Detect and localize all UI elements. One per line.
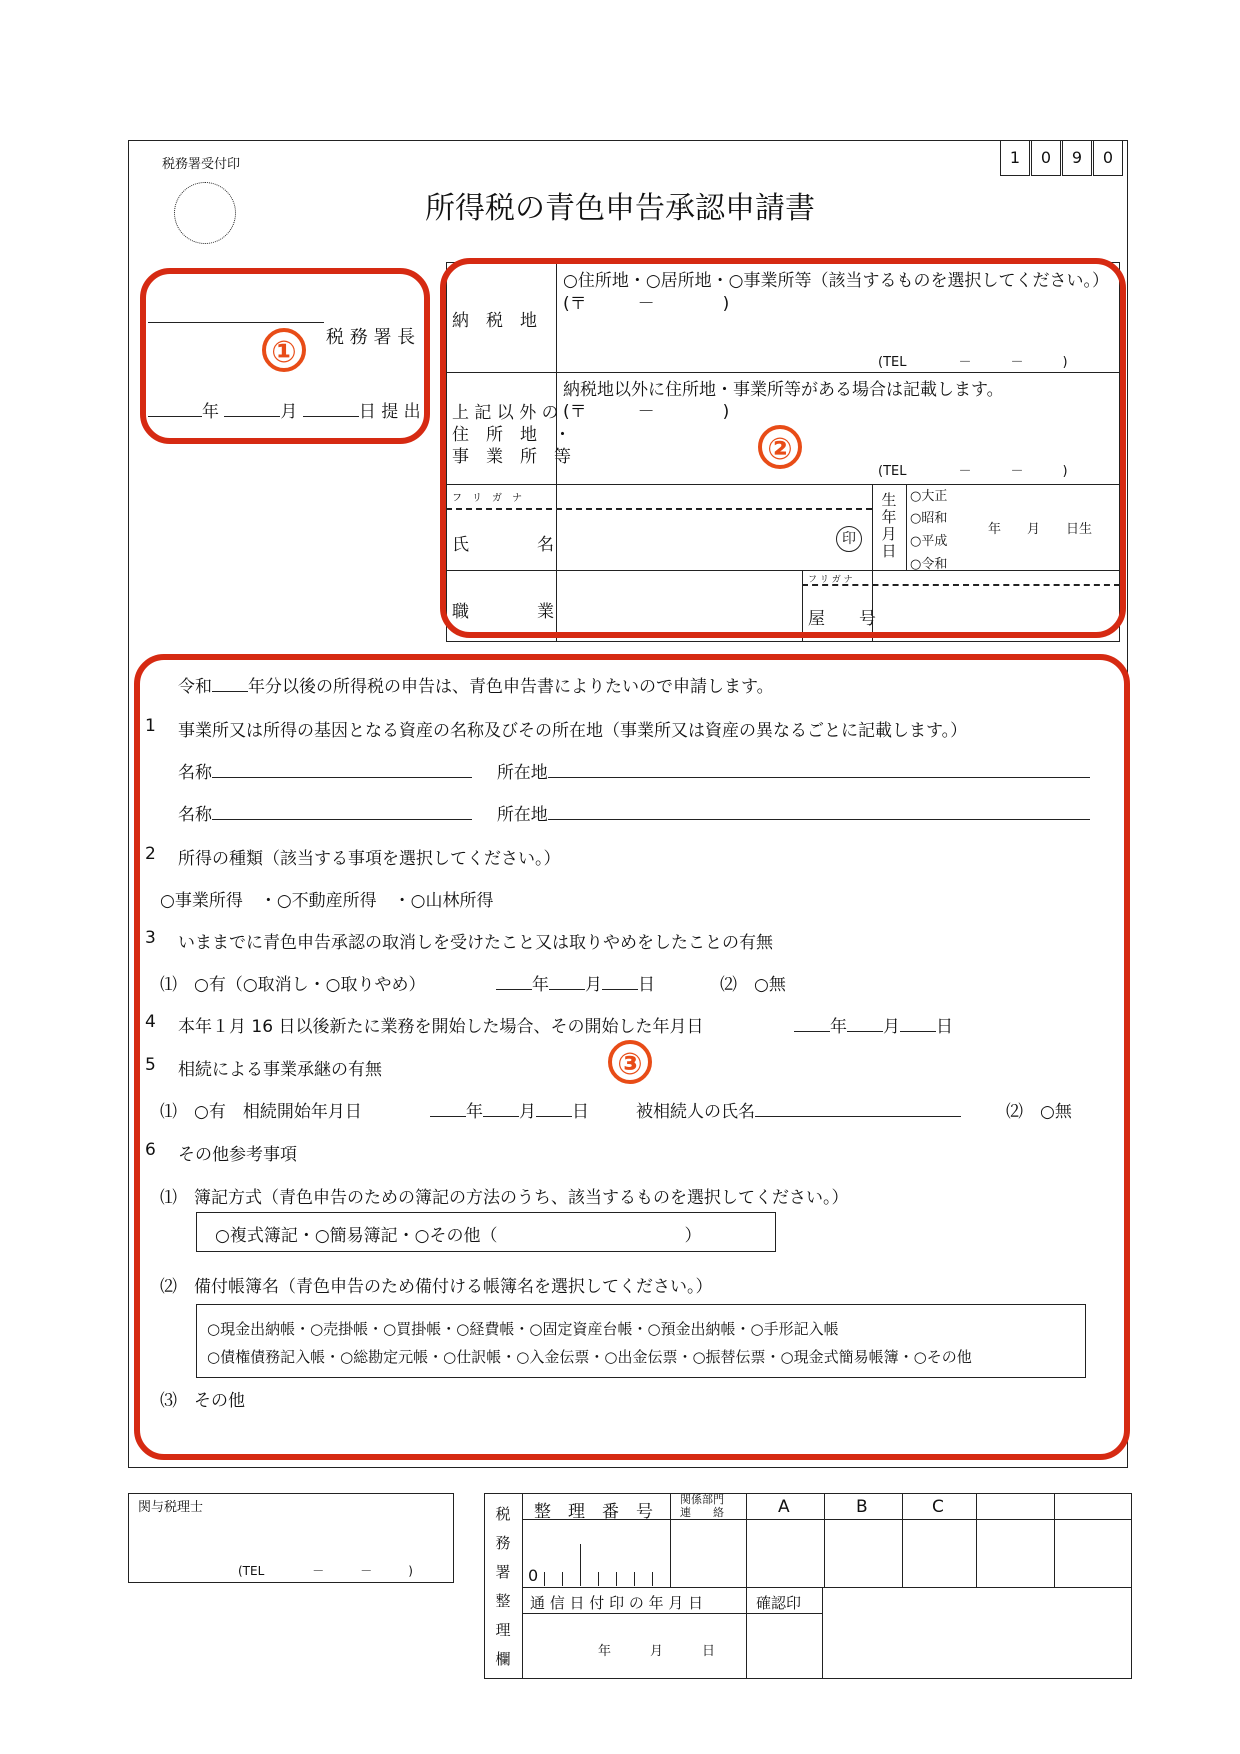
zero-digit: 0 [528,1566,539,1585]
birth-label: 生年月日 [881,491,897,560]
other-label-1: 上 記 以 外 の [452,403,559,423]
marker-2: ② [758,425,802,469]
side-char: 理 [495,1621,511,1639]
q4-day: 日 [936,1017,953,1037]
other-label-3: 事 業 所 等 [452,447,571,467]
q2-text: 所得の種類（該当する事項を選択してください。） [178,849,561,869]
marker-3: ③ [608,1040,652,1084]
ledger-line-1[interactable]: ○現金出納帳・○売掛帳・○買掛帳・○経費帳・○固定資産台帳・○預金出納帳・○手形記入帳 [207,1320,839,1338]
q3-day: 日 [638,975,655,995]
kankei-line-2: 連 絡 [680,1506,724,1519]
job-label: 職 業 [452,602,554,622]
location-label-1: 所在地 [496,763,548,783]
bookkeeping-box[interactable]: ○複式簿記・○簡易簿記・○その他（ ） [196,1212,776,1252]
year-label: 年 [202,402,219,422]
col-b: B [856,1497,868,1517]
birth-date[interactable]: 年 月 日生 [988,522,1093,537]
q4-year: 年 [830,1017,847,1037]
taxplace-tel[interactable]: (TEL － － ) [878,355,1068,370]
name-label: 氏 名 [452,535,554,555]
other-label-2: 住 所 地 ・ [452,425,571,445]
other-tel[interactable]: (TEL － － ) [878,464,1068,479]
other-postal[interactable]: (〒 － ) [563,402,730,422]
q5-text: 相続による事業承継の有無 [178,1060,382,1080]
col-a: A [778,1497,790,1517]
q5-month: 月 [519,1102,536,1122]
name-label-2: 名称 [178,805,212,825]
tsushin-header: 通 信 日 付 印 の 年 月 日 [530,1594,704,1612]
q5-option-2[interactable]: ⑵ ○無 [1006,1102,1072,1122]
accountant-tel[interactable]: (TEL － － ) [238,1564,413,1578]
q3-month: 月 [585,975,602,995]
q5-option-1[interactable]: ⑴ ○有 相続開始年月日 [160,1102,362,1122]
other-note: 納税地以外に住所地・事業所等がある場合は記載します。 [563,380,1004,400]
side-char: 署 [495,1563,511,1581]
q5-day: 日 [572,1102,589,1122]
taxplace-choice[interactable]: ○住所地・○居所地・○事業所等（該当するものを選択してください。） [563,271,1109,291]
page-title: 所得税の青色申告承認申請書 [425,191,815,226]
stamp-label: 税務署受付印 [162,157,241,172]
era-showa[interactable]: ○昭和 [910,511,948,526]
side-char: 欄 [495,1650,511,1668]
q1-text: 事業所又は所得の基因となる資産の名称及びその所在地（事業所又は資産の異なるごとに記載します。） [178,721,968,741]
shop-label: 屋 号 [808,609,876,629]
intro-prefix: 令和 [178,677,212,697]
ledger-line-2[interactable]: ○債権債務記入帳・○総勘定元帳・○仕訳帳・○入金伝票・○出金伝票・○振替伝票・○現金式簡易帳簿・○その他 [207,1348,972,1366]
form-code-digit: 0 [1093,140,1123,176]
marker-1: ① [262,328,306,372]
q3-number: 3 [145,928,156,948]
q3-option-2[interactable]: ⑵ ○無 [720,975,786,995]
office-date: 年 月 日 [598,1644,716,1659]
name-furigana-label: フ リ ガ ナ [452,493,522,504]
col-c: C [932,1497,944,1517]
form-code-digit: 9 [1062,140,1092,176]
form-code-digit: 0 [1031,140,1061,176]
q3-option-1[interactable]: ⑴ ○有（○取消し・○取りやめ） [160,975,426,995]
day-label: 日 提 出 [358,402,421,422]
q2-options[interactable]: ○事業所得 ・○不動産所得 ・○山林所得 [160,891,494,911]
kankei-header [680,1493,724,1519]
kankei-line-1: 関係部門 [680,1493,724,1506]
q6-text: その他参考事項 [178,1145,297,1165]
office-side-label [494,1500,512,1674]
taxplace-postal[interactable]: (〒 － ) [563,294,730,314]
location-label-2: 所在地 [496,805,548,825]
shop-furigana: フ リ ガ ナ [808,575,853,585]
q6-1-text: ⑴ 簿記方式（青色申告のための簿記の方法のうち、該当するものを選択してください。） [160,1188,849,1208]
q2-number: 2 [145,844,156,864]
accountant-label: 関与税理士 [138,1500,204,1515]
month-label: 月 [280,402,298,422]
seiri-bango-header: 整 理 番 号 [534,1502,653,1522]
q3-year: 年 [532,975,549,995]
q5-number: 5 [145,1055,156,1075]
era-heisei[interactable]: ○平成 [910,534,948,549]
q3-text: いままでに青色申告承認の取消しを受けたこと又は取りやめをしたことの有無 [178,933,773,953]
q6-3-text: ⑶ その他 [160,1391,245,1411]
q5-heir-label: 被相続人の氏名 [636,1102,755,1122]
side-char: 整 [495,1592,511,1610]
q1-number: 1 [145,716,156,736]
q6-2-text: ⑵ 備付帳簿名（青色申告のため備付ける帳簿名を選択してください。） [160,1277,713,1297]
kakunin-header: 確認印 [756,1594,802,1612]
q6-number: 6 [145,1140,156,1160]
era-reiwa[interactable]: ○令和 [910,557,948,572]
intro-suffix: 年分以後の所得税の申告は、青色申告書によりたいので申請します。 [248,677,774,697]
side-char: 税 [495,1505,511,1523]
era-taisho[interactable]: ○大正 [910,489,948,504]
q5-year: 年 [466,1102,483,1122]
form-code-digit: 1 [1000,140,1030,176]
taxplace-label: 納 税 地 [452,311,537,331]
q4-number: 4 [145,1012,156,1032]
seal-mark: 印 [836,526,862,552]
name-label-1: 名称 [178,763,212,783]
q4-month: 月 [883,1017,900,1037]
side-char: 務 [495,1534,511,1552]
q4-text: 本年１月 16 日以後新たに業務を開始した場合、その開始した年月日 [178,1017,704,1037]
office-suffix: 税 務 署 長 [326,327,416,348]
